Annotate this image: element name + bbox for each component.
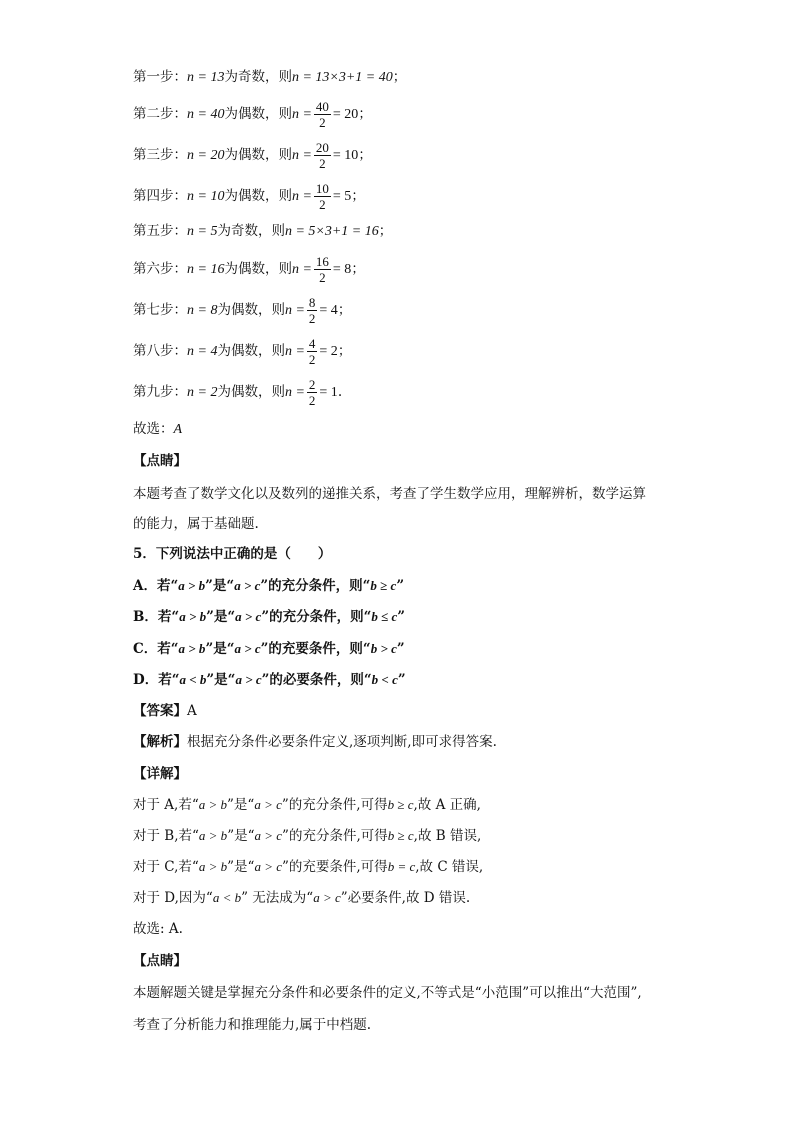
option-c: C．若“a > b”是“a > c”的充要条件，则“b > c” [133, 641, 405, 657]
answer-section: 【答案】A [133, 703, 197, 719]
step-description: 为奇数，则 [224, 69, 292, 85]
fraction: $\frac{16}{2}$ [315, 254, 329, 285]
step-label: 第一步： [133, 69, 187, 85]
step-condition: n = 13 [187, 70, 225, 85]
answer-line: 故选：A [133, 421, 183, 437]
comment-heading: 【点睛】 [133, 953, 187, 969]
step-8: 第八步：n = 4为偶数，则n = $\frac{4}{2}$ = 2； [133, 336, 352, 367]
fraction: $\frac{20}{2}$ [315, 140, 329, 171]
fraction: $\frac{4}{2}$ [308, 336, 316, 367]
detail-c: 对于 C,若“a > b”是“a > c”的充要条件,可得b = c,故 C 错误, [133, 859, 484, 875]
detail-b: 对于 B,若“a > b”是“a > c”的充分条件,可得b ≥ c,故 B 错误, [133, 828, 482, 844]
option-a: A．若“a > b”是“a > c”的充分条件，则“b ≥ c” [133, 578, 405, 594]
step-5: 第五步：n = 5为奇数，则n = 5×3+1 = 16； [133, 223, 393, 239]
step-7: 第七步：n = 8为偶数，则n = $\frac{8}{2}$ = 4； [133, 295, 352, 326]
comment-heading: 【点睛】 [133, 453, 187, 469]
detail-d: 对于 D,因为“a < b” 无法成为“a > c”必要条件,故 D 错误. [133, 890, 471, 906]
final-answer: 故选: A. [133, 921, 183, 937]
detail-a: 对于 A,若“a > b”是“a > c”的充分条件,可得b ≥ c,故 A 正确, [133, 797, 481, 813]
step-2: 第二步：n = 40为偶数，则n = $\frac{40}{2}$ = 20； [133, 99, 372, 130]
question-title: 5．下列说法中正确的是（ ） [133, 546, 332, 562]
step-3: 第三步：n = 20为偶数，则n = $\frac{20}{2}$ = 10； [133, 140, 372, 171]
comment-text: 的能力，属于基础题. [133, 516, 259, 532]
step-expression: n = 13×3+1 = 40 [291, 70, 393, 85]
fraction: $\frac{2}{2}$ [308, 377, 316, 408]
fraction: $\frac{10}{2}$ [315, 181, 329, 212]
step-9: 第九步：n = 2为偶数，则n = $\frac{2}{2}$ = 1. [133, 377, 343, 408]
step-1: 第一步：n = 13为奇数，则n = 13×3+1 = 40； [133, 69, 407, 85]
comment-text: 本题考查了数学文化以及数列的递推关系，考查了学生数学应用，理解辨析，数学运算 [133, 486, 646, 502]
option-b: B．若“a > b”是“a > c”的充分条件，则“b ≤ c” [133, 609, 406, 625]
fraction: $\frac{8}{2}$ [308, 295, 316, 326]
step-6: 第六步：n = 16为偶数，则n = $\frac{16}{2}$ = 8； [133, 254, 365, 285]
analysis-section: 【解析】根据充分条件必要条件定义,逐项判断,即可求得答案. [133, 734, 497, 750]
option-d: D．若“a < b”是“a > c”的必要条件，则“b < c” [133, 672, 406, 688]
fraction: $\frac{40}{2}$ [315, 99, 329, 130]
step-4: 第四步：n = 10为偶数，则n = $\frac{10}{2}$ = 5； [133, 181, 365, 212]
comment-text: 考查了分析能力和推理能力,属于中档题. [133, 1017, 372, 1033]
detail-heading: 【详解】 [133, 766, 187, 782]
comment-text: 本题解题关键是掌握充分条件和必要条件的定义,不等式是“小范围”可以推出“大范围”, [133, 985, 642, 1001]
